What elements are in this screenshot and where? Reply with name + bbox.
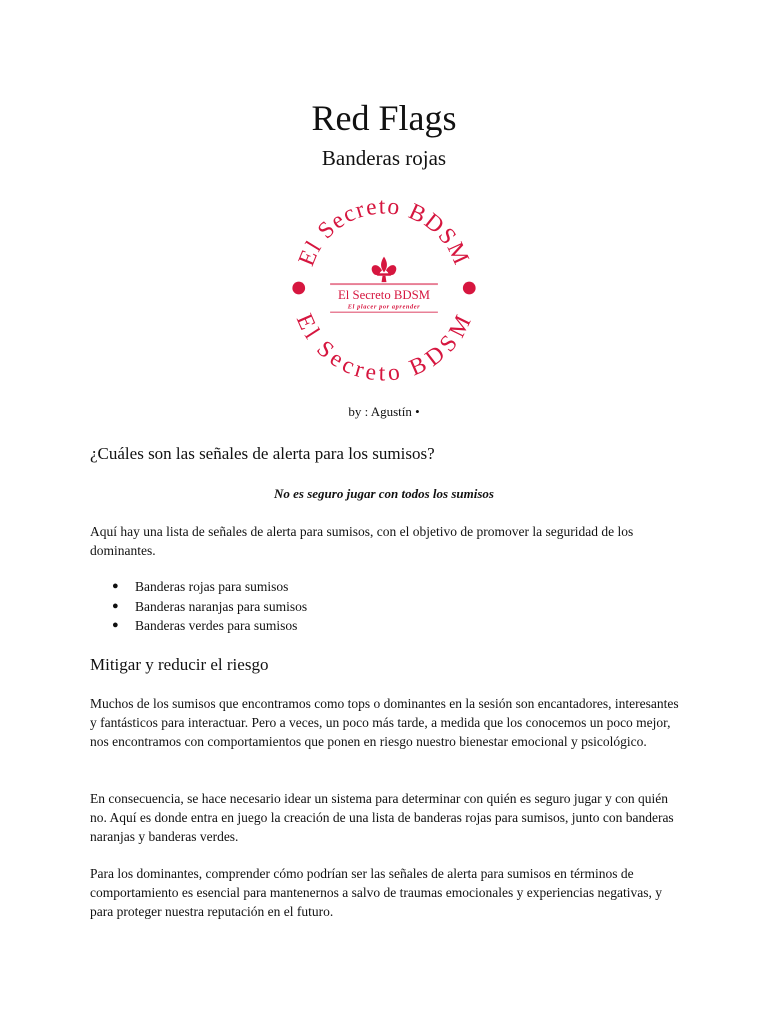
flags-list: [90, 577, 307, 636]
list-item: [90, 597, 307, 617]
page-subtitle: Banderas rojas: [321, 146, 447, 170]
section-heading-mitigar: Mitigar y reducir el riesgo: [90, 655, 269, 674]
list-item-text: Banderas rojas para sumisos: [135, 579, 289, 594]
logo-seal: [286, 190, 482, 386]
paragraph-2: En consecuencia, se hace necesario idear un sistema para determinar con quién es seguro jugar y con quién no. Aquí es donde entra en juego la creación de una lista de banderas rojas para sumisos, junto con banderas naranjas y banderas verdes.: [90, 791, 674, 844]
section-heading-question: ¿Cuáles son las señales de alerta para los sumisos?: [90, 444, 435, 463]
bullet-icon: ●: [112, 619, 119, 631]
byline: by : Agustín •: [348, 404, 420, 419]
list-item-text: Banderas naranjas para sumisos: [135, 598, 308, 614]
subheading: No es seguro jugar con todos los sumisos: [274, 486, 494, 501]
logo-line-top: [330, 283, 438, 285]
list-item: [90, 577, 307, 597]
logo-dot-right: [463, 282, 476, 295]
bullet-icon: ●: [112, 599, 119, 612]
list-item-text: Banderas verdes para sumisos: [135, 618, 298, 633]
list-item: [90, 616, 307, 636]
paragraph-3: Para los dominantes, comprender cómo podrían ser las señales de alerta para sumisos en términos de comportamiento es esencial para mantenernos a salvo de traumas emocionales y experiencias negativas, y para proteger nuestra reputación en el futuro.: [90, 866, 663, 919]
fleur-de-lis-icon: [372, 257, 397, 282]
logo-tagline: El placer por aprender: [347, 303, 421, 311]
logo-dot-left: [292, 282, 305, 295]
bullet-icon: ●: [112, 580, 119, 592]
page-title: Red Flags: [311, 98, 457, 138]
logo-line-bottom: [330, 312, 438, 313]
intro-paragraph: Aquí hay una lista de señales de alerta para sumisos, con el objetivo de promover la seguridad de los dominantes.: [90, 524, 634, 558]
logo-ring-text-top: El Secreto BDSM: [293, 193, 475, 270]
paragraph-1: Muchos de los sumisos que encontramos como tops o dominantes en la sesión son encantadores, interesantes y fantásticos para interactuar. Pero a veces, un poco más tarde, a medida que los conocemos un poco mejor, nos encontramos con comportamientos que ponen en riesgo nuestro bienestar emocional y psicológico.: [90, 696, 679, 749]
logo-center-name: El Secreto BDSM: [338, 287, 430, 302]
logo-ring-text-bottom: El Secreto BDSM: [290, 310, 478, 386]
